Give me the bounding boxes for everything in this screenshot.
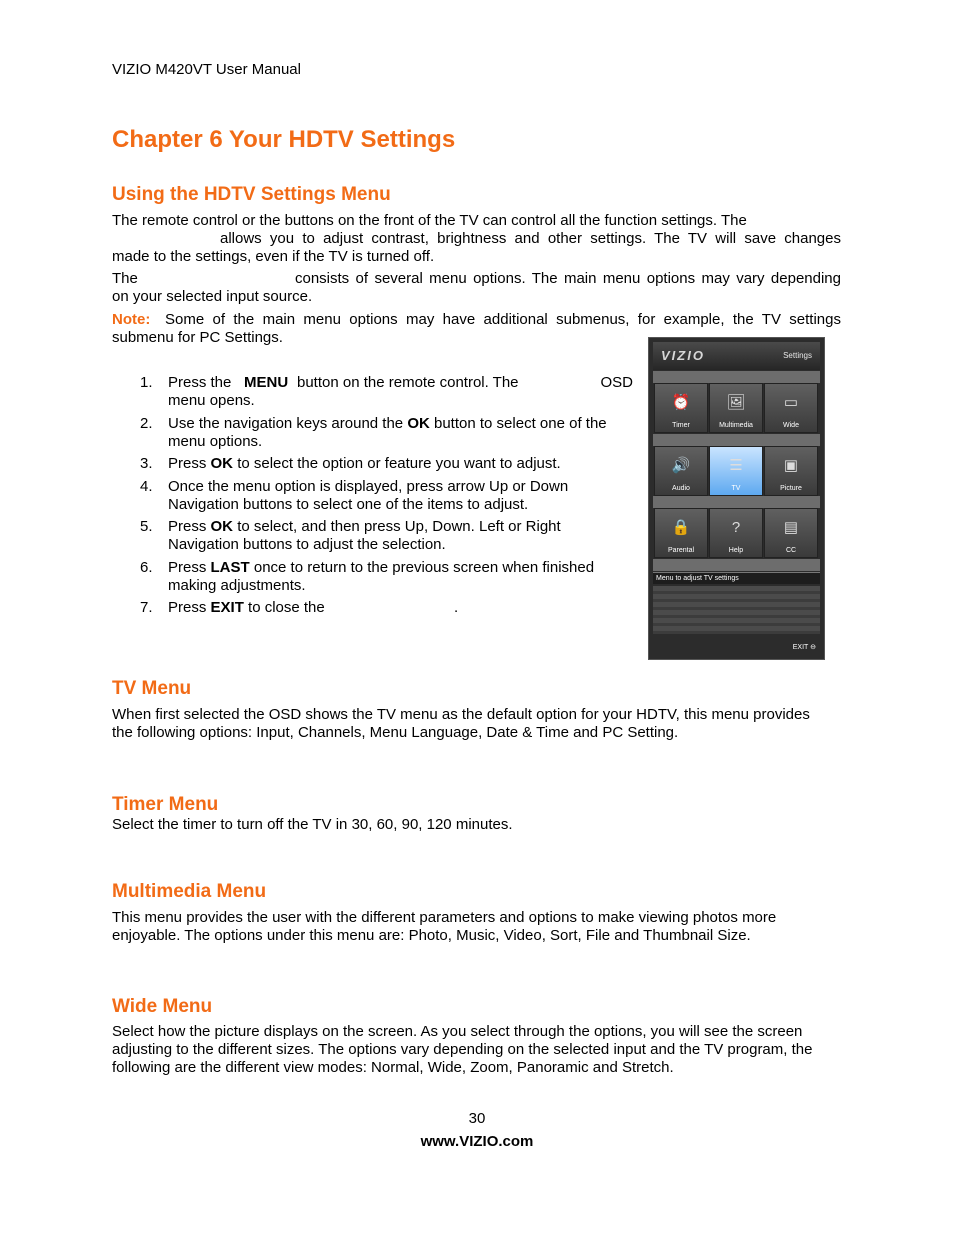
- paragraph-tv: [112, 706, 841, 742]
- text-line: menu opens.: [168, 392, 255, 409]
- text-line: Navigation buttons to select one of the items to adjust.: [168, 496, 529, 513]
- osd-tile-label: CC: [785, 547, 797, 554]
- osd-exit-label: EXIT: [792, 644, 809, 651]
- wide-screen-icon: ▭: [783, 394, 799, 411]
- text-fragment: to close the: [248, 599, 325, 616]
- osd-exit-button[interactable]: [793, 643, 816, 651]
- text-fragment: consists of several menu options. The main menu options may vary depending: [295, 270, 841, 287]
- section-heading-wide: Wide Menu: [112, 996, 213, 1017]
- osd-tile-label: TV: [731, 485, 741, 492]
- text-line: Select the timer to turn off the TV in 30, 60, 90, 120 minutes.: [112, 816, 513, 833]
- osd-tile-timer[interactable]: [654, 383, 708, 433]
- lock-icon: 🔒: [671, 519, 691, 536]
- osd-description: Menu to adjust TV settings: [653, 572, 820, 584]
- osd-tile-wide[interactable]: [764, 383, 818, 433]
- osd-tile-help[interactable]: [709, 508, 763, 558]
- picture-icon: ▣: [783, 457, 799, 474]
- section-heading-multimedia: Multimedia Menu: [112, 881, 267, 902]
- text-line: Select how the picture displays on the screen. As you select through the options, you will see the screen: [112, 1023, 803, 1040]
- osd-tile-tv[interactable]: [709, 446, 763, 496]
- help-icon: ?: [731, 519, 741, 536]
- text-fragment: Press: [168, 518, 207, 535]
- speaker-icon: 🔊: [671, 457, 691, 474]
- text-line: the following options: Input, Channels, Menu Language, Date & Time and PC Setting.: [112, 724, 679, 741]
- text-line: making adjustments.: [168, 577, 306, 594]
- closed-caption-icon: ▤: [783, 519, 799, 536]
- text-fragment: Use the navigation keys around the: [168, 415, 404, 432]
- section-heading-tv: TV Menu: [112, 678, 192, 699]
- text-fragment: button on the remote control. The: [297, 374, 519, 391]
- osd-title: Settings: [783, 351, 812, 360]
- osd-tile-picture[interactable]: [764, 446, 818, 496]
- step-number: 6.: [140, 559, 153, 576]
- text-line: following are the different view modes: Normal, Wide, Zoom, Panoramic and Stretch.: [112, 1059, 674, 1076]
- footer-url: www.VIZIO.com: [420, 1133, 534, 1150]
- text-line: made to the settings, even if the TV is turned off.: [112, 248, 435, 265]
- text-fragment: Press: [168, 559, 207, 576]
- text-fragment: Press the: [168, 374, 232, 391]
- page-number: 30: [468, 1110, 486, 1127]
- text-fragment-bold: OK: [210, 455, 234, 472]
- osd-tile-label: Wide: [783, 422, 799, 429]
- text-fragment-bold: LAST: [210, 559, 250, 576]
- osd-divider: [653, 496, 820, 508]
- text-line: Navigation buttons to adjust the selection.: [168, 536, 446, 553]
- text-fragment: Press: [168, 455, 207, 472]
- text-fragment-bold: OK: [210, 518, 234, 535]
- text-line: adjusting to the different sizes. The options vary depending on the selected input and the TV program, the: [112, 1041, 813, 1058]
- note-text: submenu for PC Settings.: [112, 329, 283, 346]
- running-header: VIZIO M420VT User Manual: [112, 61, 301, 78]
- paragraph-timer: [112, 816, 841, 834]
- text-line: menu options.: [168, 433, 263, 450]
- text-fragment: Press: [168, 599, 207, 616]
- text-line: Once the menu option is displayed, press arrow Up or Down: [168, 478, 569, 495]
- osd-tile-multimedia[interactable]: [709, 383, 763, 433]
- section-heading-timer: Timer Menu: [112, 794, 219, 815]
- osd-tile-label: Audio: [672, 485, 690, 492]
- text-fragment-bold: EXIT: [210, 599, 244, 616]
- exit-arrow-icon: ⊖: [810, 644, 816, 651]
- step-number: 7.: [140, 599, 153, 616]
- paragraph-menu-options: [112, 270, 841, 306]
- paragraph-multimedia: [112, 909, 841, 945]
- text-line: This menu provides the user with the different parameters and options to make viewing photos more: [112, 909, 777, 926]
- text-line: When first selected the OSD shows the TV menu as the default option for your HDTV, this menu provides: [112, 706, 810, 723]
- step-number: 3.: [140, 455, 153, 472]
- osd-empty-rows: [653, 586, 820, 634]
- osd-tile-label: Picture: [780, 485, 802, 492]
- section-heading-using: Using the HDTV Settings Menu: [112, 184, 391, 205]
- step-number: 4.: [140, 478, 153, 495]
- osd-tile-label: Parental: [667, 547, 695, 554]
- osd-divider: [653, 434, 820, 446]
- text-fragment: The: [112, 270, 138, 287]
- text-fragment: .: [454, 599, 459, 616]
- photos-icon: 🖼: [726, 394, 746, 411]
- step-number: 5.: [140, 518, 153, 535]
- text-fragment: OSD: [600, 374, 633, 391]
- osd-title-bar: [653, 342, 820, 370]
- osd-tile-label: Timer: [672, 422, 690, 429]
- text-fragment: once to return to the previous screen when finished: [253, 559, 595, 576]
- osd-tile-label: Help: [728, 547, 744, 554]
- osd-tile-audio[interactable]: [654, 446, 708, 496]
- osd-menu-image: [648, 337, 825, 660]
- osd-divider: [653, 559, 820, 571]
- step-number: 2.: [140, 415, 153, 432]
- text-fragment: to select, and then press Up, Down. Left or Right: [237, 518, 561, 535]
- alarm-clock-icon: ⏰: [671, 394, 691, 411]
- chapter-title: Chapter 6 Your HDTV Settings: [112, 126, 456, 153]
- osd-tile-parental[interactable]: [654, 508, 708, 558]
- tv-settings-icon: ☰: [729, 457, 743, 474]
- osd-tile-label: Multimedia: [719, 422, 753, 429]
- note-text: Some of the main menu options may have additional submenus, for example, the TV settings: [165, 311, 841, 328]
- note-label: Note:: [112, 311, 151, 328]
- text-line: The remote control or the buttons on the front of the TV can control all the function settings. The: [112, 212, 747, 229]
- text-fragment-bold: MENU: [244, 374, 289, 391]
- text-fragment-bold: OK: [407, 415, 430, 432]
- text-line: on your selected input source.: [112, 288, 313, 305]
- text-line: enjoyable. The options under this menu are: Photo, Music, Video, Sort, File and Thumbnail Size.: [112, 927, 751, 944]
- osd-tile-cc[interactable]: [764, 508, 818, 558]
- vizio-logo: VIZIO: [661, 348, 705, 363]
- osd-divider: [653, 371, 820, 383]
- paragraph-wide: [112, 1023, 841, 1077]
- text-fragment: button to select one of the: [434, 415, 607, 432]
- text-line: allows you to adjust contrast, brightness and other settings. The TV will save changes: [220, 230, 841, 247]
- text-fragment: to select the option or feature you want to adjust.: [237, 455, 561, 472]
- paragraph-intro: [112, 212, 841, 266]
- step-number: 1.: [140, 374, 153, 391]
